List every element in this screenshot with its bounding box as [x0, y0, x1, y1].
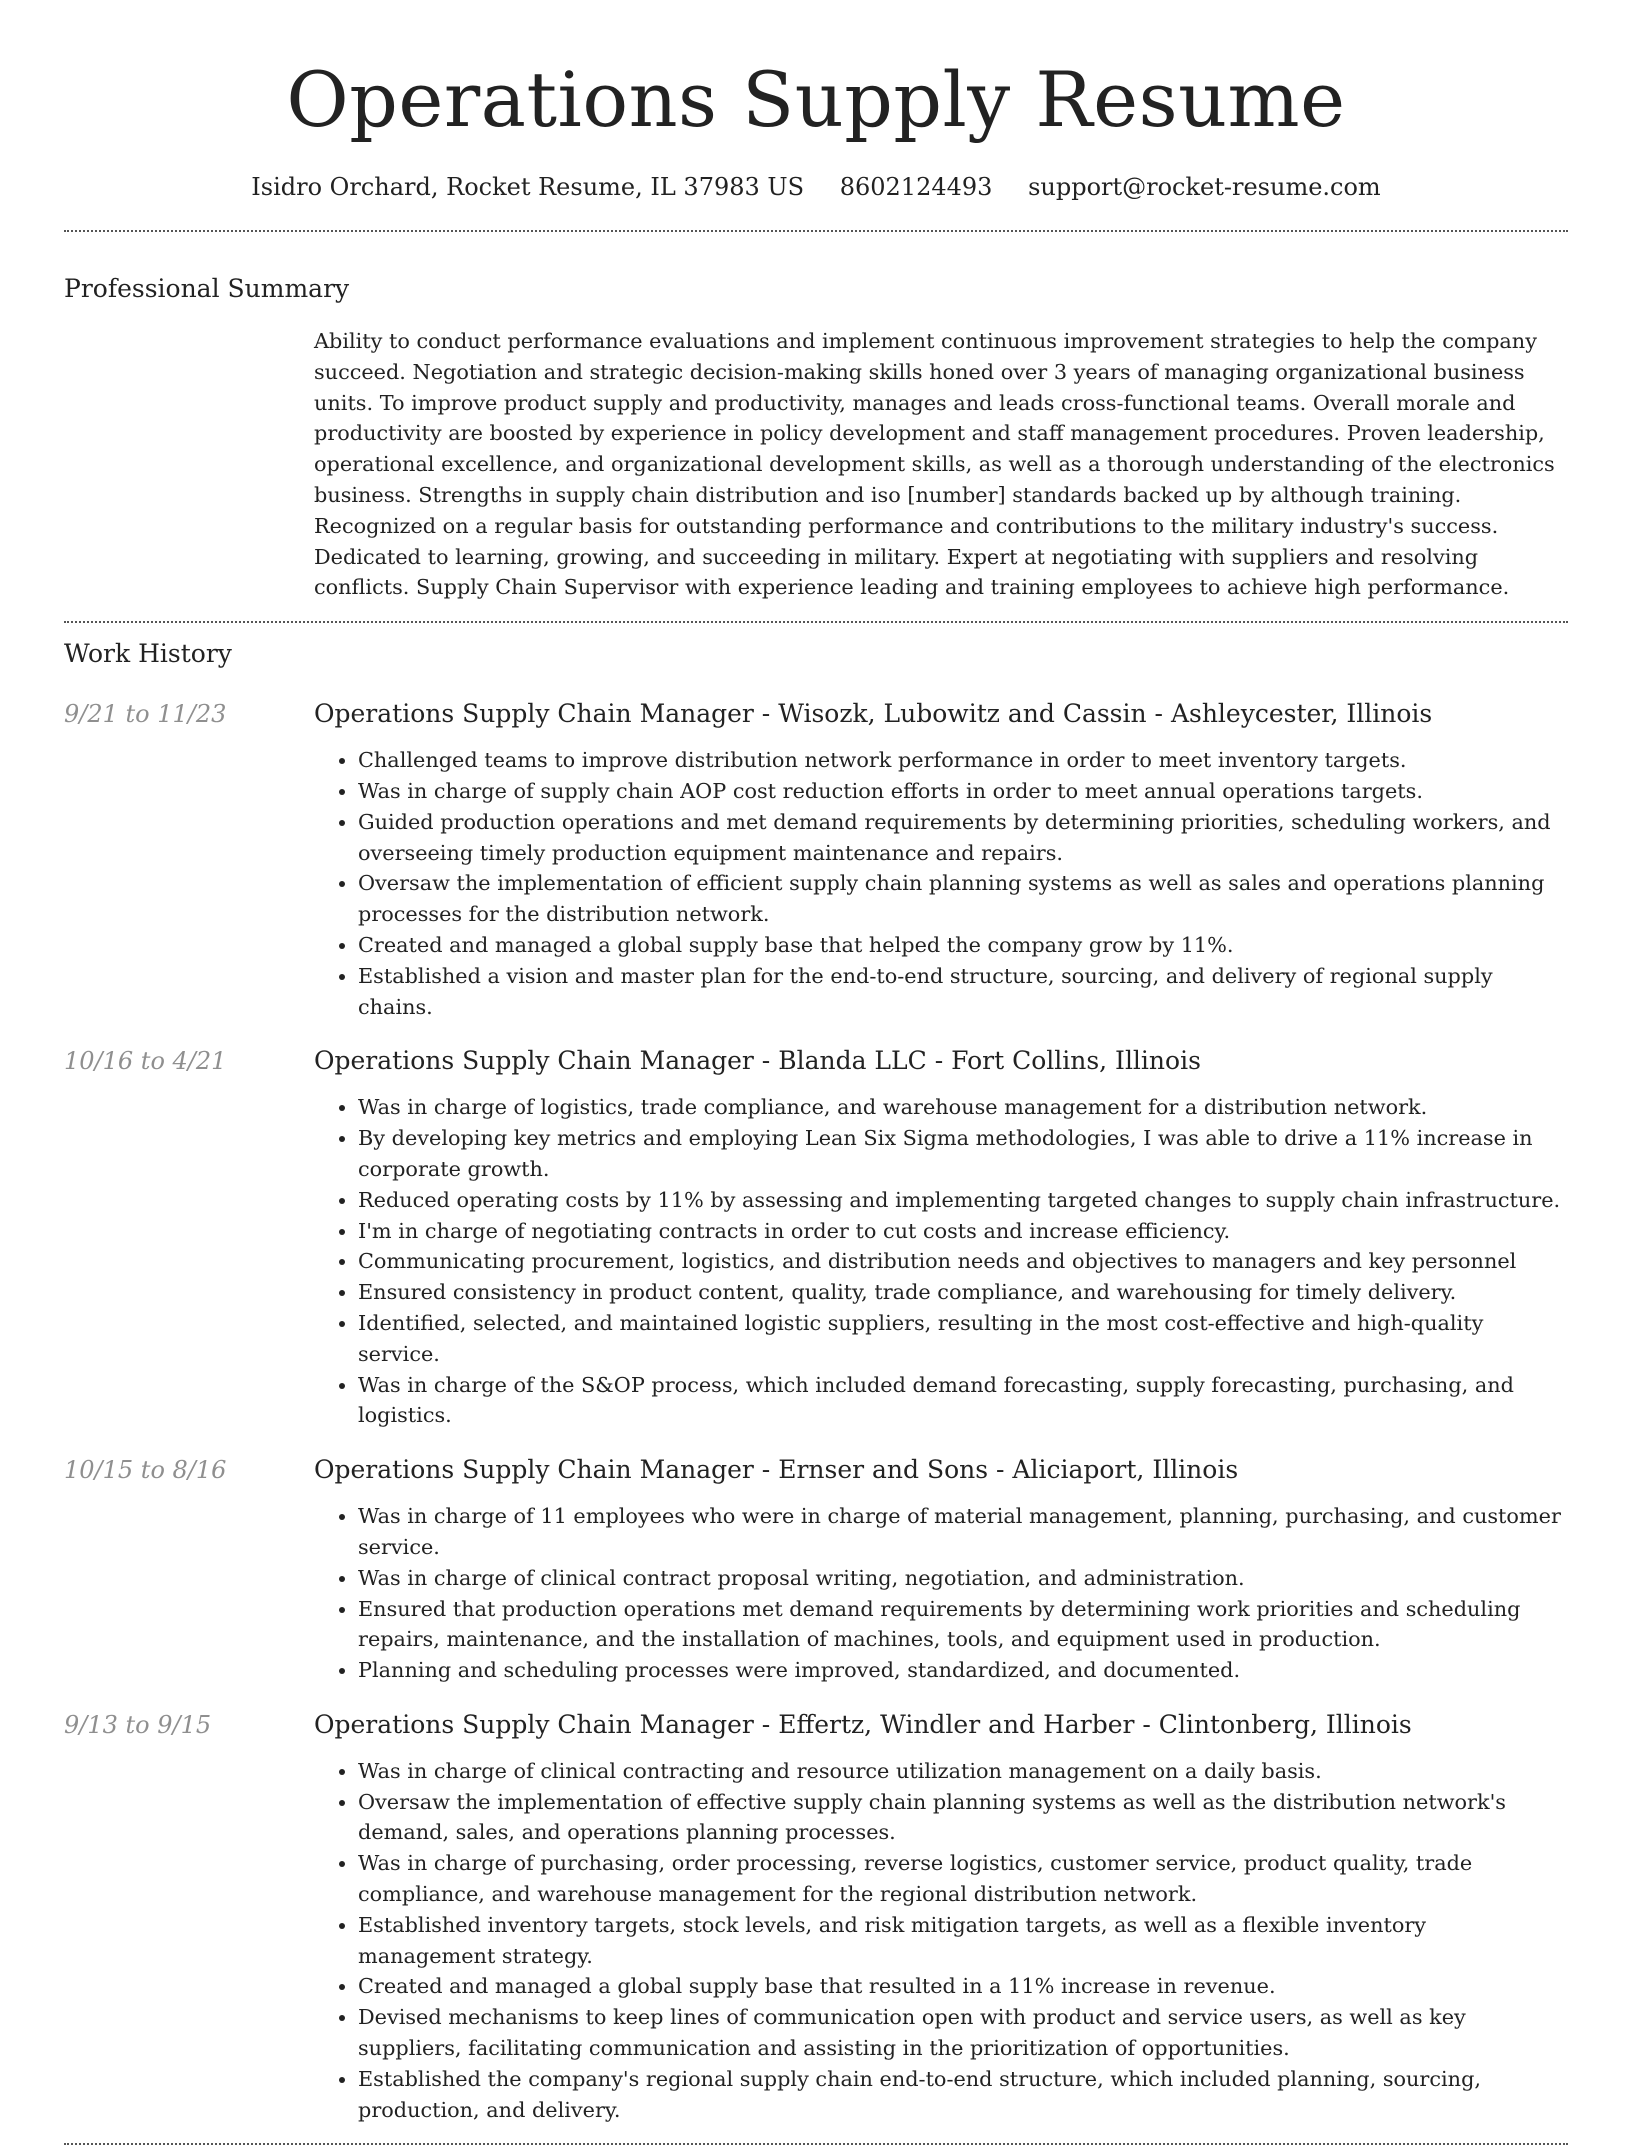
- job-bullet: • Identified, selected, and maintained logistic suppliers, resulting in the most cost-effective and high-quality service.: [358, 1308, 1568, 1370]
- job-bullet: • Established the company's regional supply chain end-to-end structure, which included planning, sourcing, production, and delivery.: [358, 2064, 1568, 2126]
- job-heading: Operations Supply Chain Manager - Wisozk, Lubowitz and Cassin - Ashleycester, Illinois: [314, 699, 1433, 729]
- summary-heading: Professional Summary: [64, 274, 350, 303]
- job-dates: 9/21 to 11/23: [64, 700, 227, 729]
- summary-text: Ability to conduct performance evaluations and implement continuous improvement strategies to help the company succeed. Negotiation and strategic decision-making skills honed over 3 years of managing organizational business units. To improve product supply and productivity, manages and leads cross-functional teams. Overall morale and productivity are boosted by experience in policy development and staff management procedures. Proven leadership, operational excellence, and organizational development skills, as well as a thorough understanding of the electronics business. Strengths in supply chain distribution and iso [number] standards backed up by although training. Recognized on a regular basis for outstanding performance and contributions to the military industry's success. Dedicated to learning, growing, and succeeding in military. Expert at negotiating with suppliers and resolving conflicts. Supply Chain Supervisor with experience leading and training employees to achieve high performance.: [314, 329, 1555, 600]
- job-bullets: [314, 1501, 1568, 1686]
- job-bullet: • Reduced operating costs by 11% by assessing and implementing targeted changes to supply chain infrastructure.: [358, 1185, 1568, 1216]
- job-body: [314, 697, 1568, 1022]
- job-bullet: • Devised mechanisms to keep lines of communication open with product and service users, as well as key suppliers, facilitating communication and assisting in the prioritization of opportunities.: [358, 2002, 1568, 2064]
- job-bullet: • Ensured that production operations met demand requirements by determining work priorities and scheduling repairs, maintenance, and the installation of machines, tools, and equipment used in production.: [358, 1594, 1568, 1656]
- job-body: [314, 1453, 1568, 1686]
- job-bullet: • Was in charge of purchasing, order processing, reverse logistics, customer service, product quality, trade compliance, and warehouse management for the regional distribution network.: [358, 1848, 1568, 1910]
- job-entry: [64, 697, 1568, 1022]
- divider: [64, 621, 1568, 623]
- job-entry: [64, 1044, 1568, 1431]
- divider: [64, 230, 1568, 232]
- contact-line: [64, 170, 1568, 204]
- job-bullet: • Oversaw the implementation of effective supply chain planning systems as well as the distribution network's demand, sales, and operations planning processes.: [358, 1787, 1568, 1849]
- job-bullet: • Was in charge of supply chain AOP cost reduction efforts in order to meet annual operations targets.: [358, 776, 1568, 807]
- job-bullet: • Planning and scheduling processes were improved, standardized, and documented.: [358, 1655, 1568, 1686]
- job-bullet: • Established a vision and master plan for the end-to-end structure, sourcing, and delivery of regional supply chains.: [358, 961, 1568, 1023]
- job-heading: Operations Supply Chain Manager - Blanda LLC - Fort Collins, Illinois: [314, 1046, 1201, 1076]
- job-bullet: • Created and managed a global supply base that resulted in a 11% increase in revenue.: [358, 1971, 1568, 2002]
- job-bullet: • Communicating procurement, logistics, and distribution needs and objectives to managers and key personnel: [358, 1246, 1568, 1277]
- job-dates: 10/16 to 4/21: [64, 1047, 227, 1076]
- job-heading: Operations Supply Chain Manager - Effertz, Windler and Harber - Clintonberg, Illinois: [314, 1709, 1412, 1739]
- job-entry: [64, 1708, 1568, 2126]
- job-heading: Operations Supply Chain Manager - Ernser and Sons - Aliciaport, Illinois: [314, 1455, 1239, 1485]
- job-bullet: • Was in charge of the S&OP process, which included demand forecasting, supply forecasting, purchasing, and logistics.: [358, 1370, 1568, 1432]
- contact-address: Isidro Orchard, Rocket Resume, IL 37983 US: [251, 173, 805, 201]
- job-entry: [64, 1453, 1568, 1686]
- job-bullet: • Ensured consistency in product content, quality, trade compliance, and warehousing for timely delivery.: [358, 1277, 1568, 1308]
- job-bullet: • Was in charge of clinical contracting and resource utilization management on a daily basis.: [358, 1756, 1568, 1787]
- job-bullet: • Established inventory targets, stock levels, and risk mitigation targets, as well as a flexible inventory management strategy.: [358, 1910, 1568, 1972]
- job-bullet: • Created and managed a global supply base that helped the company grow by 11%.: [358, 930, 1568, 961]
- job-dates: 10/15 to 8/16: [64, 1456, 227, 1485]
- job-bullets: [314, 1092, 1568, 1431]
- job-bullet: • Was in charge of clinical contract proposal writing, negotiation, and administration.: [358, 1563, 1568, 1594]
- job-bullets: [314, 1756, 1568, 2126]
- job-bullet: • Challenged teams to improve distribution network performance in order to meet inventory targets.: [358, 745, 1568, 776]
- contact-email: support@rocket-resume.com: [1028, 173, 1381, 201]
- resume-title: Operations Supply Resume: [286, 55, 1346, 144]
- job-bullet: • Oversaw the implementation of efficient supply chain planning systems as well as sales and operations planning processes for the distribution network.: [358, 868, 1568, 930]
- contact-phone: 8602124493: [839, 173, 993, 201]
- job-bullet: • Was in charge of 11 employees who were in charge of material management, planning, purchasing, and customer service.: [358, 1501, 1568, 1563]
- job-body: [314, 1708, 1568, 2126]
- job-body: [314, 1044, 1568, 1431]
- job-bullets: [314, 745, 1568, 1022]
- work-history-heading: Work History: [64, 639, 232, 669]
- job-bullet: • I'm in charge of negotiating contracts in order to cut costs and increase efficiency.: [358, 1216, 1568, 1247]
- job-bullet: • By developing key metrics and employing Lean Six Sigma methodologies, I was able to drive a 11% increase in corporate growth.: [358, 1123, 1568, 1185]
- job-dates: 9/13 to 9/15: [64, 1710, 212, 1739]
- job-bullet: • Was in charge of logistics, trade compliance, and warehouse management for a distribution network.: [358, 1092, 1568, 1123]
- job-bullet: • Guided production operations and met demand requirements by determining priorities, scheduling workers, and overseeing timely production equipment maintenance and repairs.: [358, 807, 1568, 869]
